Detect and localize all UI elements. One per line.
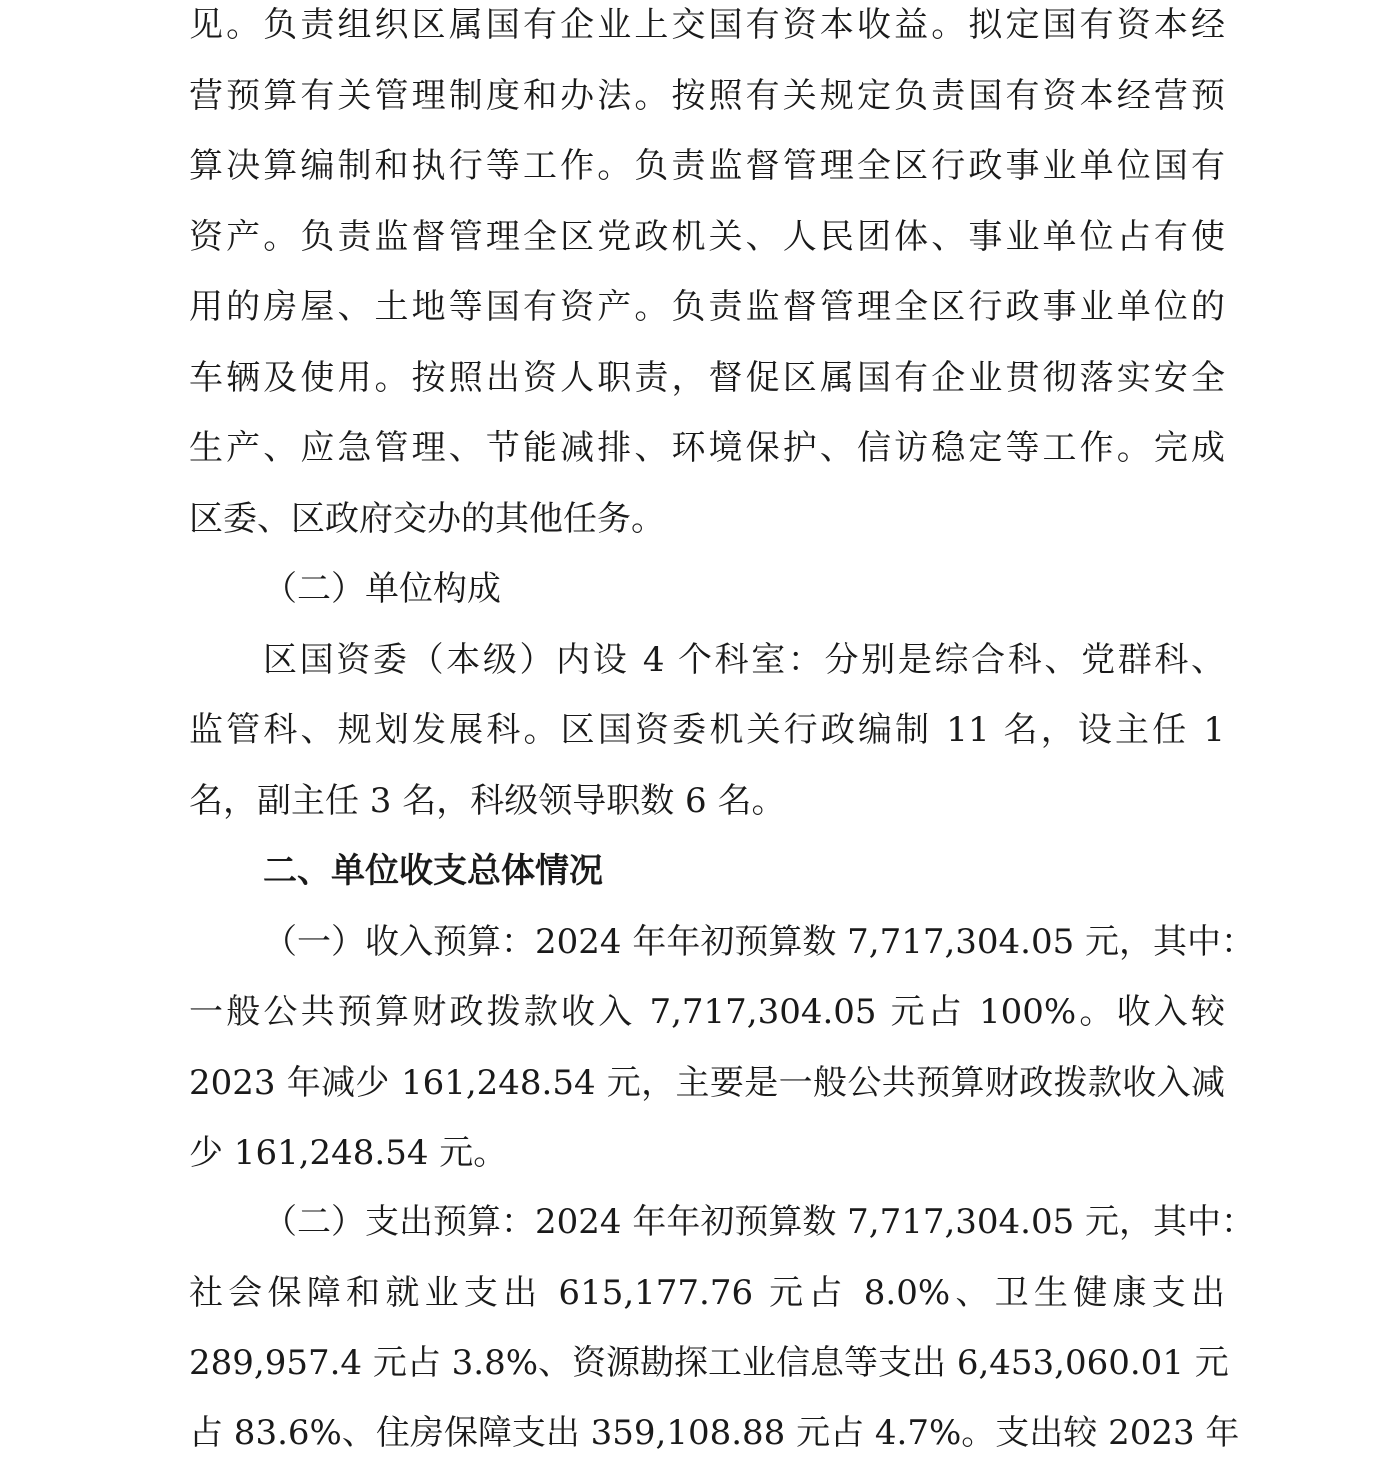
paragraph-line: 社会保障和就业支出 615,177.76 元占 8.0%、卫生健康支出 xyxy=(189,1273,1225,1313)
paragraph-line: 营预算有关管理制度和办法。按照有关规定负责国有资本经营预 xyxy=(189,76,1225,116)
paragraph-line: 资产。负责监督管理全区党政机关、人民团体、事业单位占有使 xyxy=(189,217,1225,257)
paragraph-line: 算决算编制和执行等工作。负责监督管理全区行政事业单位国有 xyxy=(189,146,1225,186)
paragraph-line: （二）支出预算：2024 年年初预算数 7,717,304.05 元，其中： xyxy=(263,1202,1256,1242)
paragraph-line: 监管科、规划发展科。区国资委机关行政编制 11 名，设主任 1 xyxy=(189,710,1225,750)
paragraph-line: 车辆及使用。按照出资人职责，督促区属国有企业贯彻落实安全 xyxy=(189,358,1225,398)
paragraph-line: 生产、应急管理、节能减排、环境保护、信访稳定等工作。完成 xyxy=(189,428,1225,468)
section-heading: （二）单位构成 xyxy=(263,569,501,609)
paragraph-line: 2023 年减少 161,248.54 元，主要是一般公共预算财政拨款收入减 xyxy=(189,1063,1225,1103)
paragraph-line: 少 161,248.54 元。 xyxy=(189,1133,508,1173)
paragraph-line: 见。负责组织区属国有企业上交国有资本收益。拟定国有资本经 xyxy=(189,5,1225,45)
paragraph-line: 一般公共预算财政拨款收入 7,717,304.05 元占 100%。收入较 xyxy=(189,992,1225,1032)
paragraph-line: 289,957.4 元占 3.8%、资源勘探工业信息等支出 6,453,060.01 元 xyxy=(189,1343,1229,1383)
chapter-heading: 二、单位收支总体情况 xyxy=(263,851,603,891)
paragraph-line: 区委、区政府交办的其他任务。 xyxy=(189,499,665,539)
paragraph-line: 区国资委（本级）内设 4 个科室：分别是综合科、党群科、 xyxy=(263,640,1225,680)
paragraph-line: 用的房屋、土地等国有资产。负责监督管理全区行政事业单位的 xyxy=(189,287,1225,327)
paragraph-line: 名，副主任 3 名，科级领导职数 6 名。 xyxy=(189,781,786,821)
paragraph-line: （一）收入预算：2024 年年初预算数 7,717,304.05 元，其中： xyxy=(263,922,1256,962)
paragraph-line: 占 83.6%、住房保障支出 359,108.88 元占 4.7%。支出较 2023 年 xyxy=(189,1413,1240,1453)
